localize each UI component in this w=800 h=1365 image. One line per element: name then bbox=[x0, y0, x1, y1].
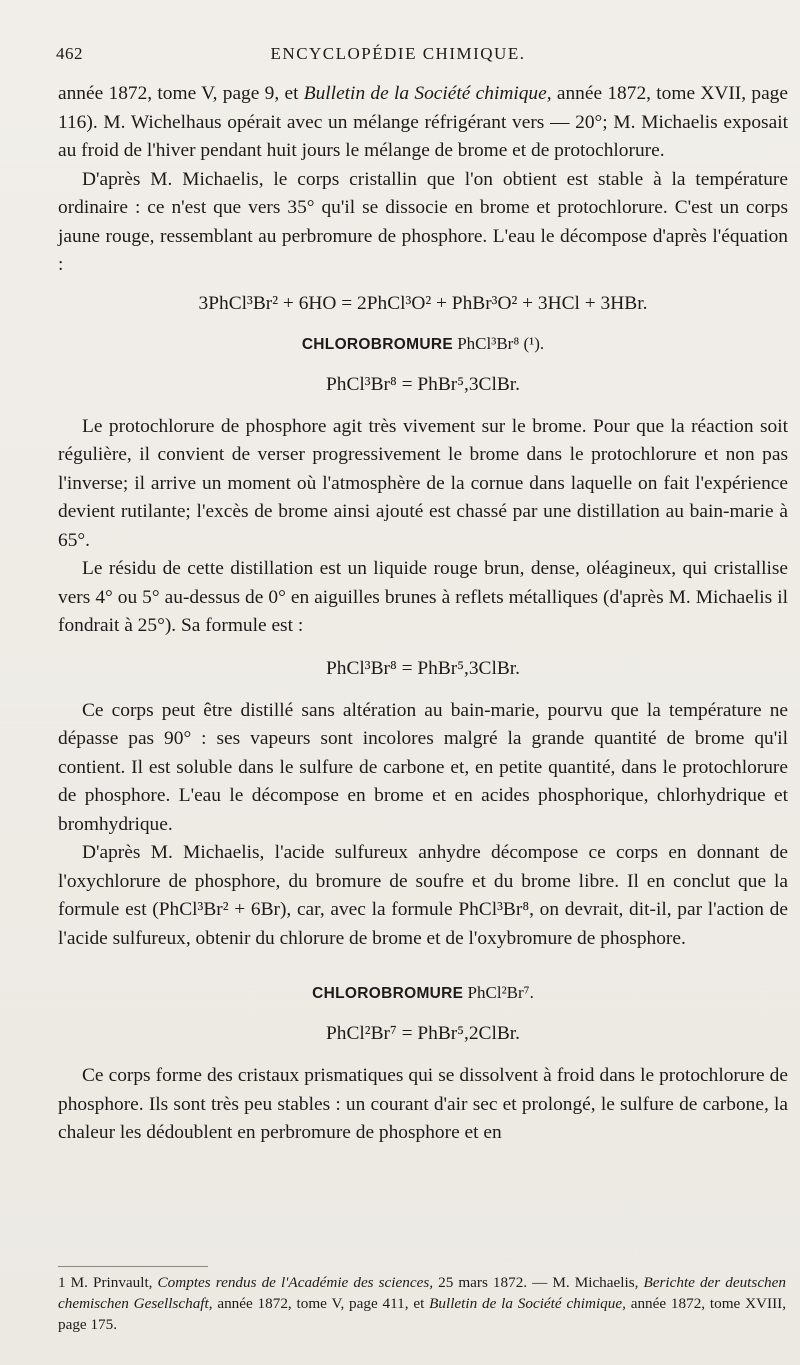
section-heading-chlorobromure-1 bbox=[58, 332, 788, 357]
running-title: ENCYCLOPÉDIE CHIMIQUE. bbox=[270, 44, 526, 63]
equation-formula-1: PhCl³Br⁸ = PhBr⁵,3ClBr. bbox=[325, 373, 521, 395]
page-header bbox=[56, 44, 740, 68]
footnote: 1 M. Prinvault, Comptes rendus de l'Académie des sciences, 25 mars 1872. — M. Michaelis, Berichte der deutschen chemischen Gesellschaft, année 1872, tome V, page 411, et Bulletin de la Société chimique, année 1872, tome XVIII, page 175. bbox=[58, 1274, 786, 1333]
heading-word: CHLOROBROMURE bbox=[312, 985, 464, 1002]
paragraph-preparation: Le protochlorure de phosphore agit très vivement sur le brome. Pour que la réaction soit régulière, il convient de verser progressivement le brome dans le protochlorure et non pas l'inverse; il arrive un moment où l'atmosphère de la cornue dans laquelle on fait l'expérience devient rutilante; l'excès de brome ainsi ajouté est chassé par une distillation au bain-marie à 65°. bbox=[58, 415, 788, 551]
paragraph-sulfurous-acid: D'après M. Michaelis, l'acide sulfureux anhydre décompose ce corps en donnant de l'oxychlorure de phosphore, du bromure de soufre et du brome libre. Il en conclut que la formule est (PhCl³Br² + 6Br), car, avec la formule PhCl³Br⁸, on devrait, dit-il, par l'action de l'acide sulfureux, obtenir du chlorure de brome et de l'oxybromure de phosphore. bbox=[58, 842, 788, 949]
paragraph-residue: Le résidu de cette distillation est un liquide rouge brun, dense, oléagineux, qui cristallise vers 4° ou 5° au-dessus de 0° en aiguilles brunes à reflets métalliques (d'après M. Michaelis il fondrait à 25°). Sa formule est : bbox=[58, 558, 788, 636]
paragraph-crystals: Ce corps forme des cristaux prismatiques qui se dissolvent à froid dans le protochlorure de phosphore. Ils sont très peu stables : un courant d'air sec et prolongé, le sulfure de carbone, la chaleur les dédoublent en perbromure de phosphore et en bbox=[58, 1065, 788, 1143]
heading-formula: PhCl³Br⁸ (¹). bbox=[452, 333, 545, 353]
footnote-source-1: Comptes rendus de l'Académie des sciences, bbox=[157, 1274, 434, 1291]
equation-formula-2: PhCl³Br⁸ = PhBr⁵,3ClBr. bbox=[325, 657, 521, 679]
equation-formula-3: PhCl²Br⁷ = PhBr⁵,2ClBr. bbox=[325, 1023, 521, 1044]
heading-word: CHLOROBROMURE bbox=[301, 335, 453, 353]
footnote-source-2: Berichte der deutschen chemischen Gesellschaft, bbox=[58, 1274, 786, 1312]
paragraph-michaelis-stability: D'après M. Michaelis, le corps cristallin que l'on obtient est stable à la température ordinaire : ce n'est que vers 35° qu'il se dissocie en brome et protochlorure. C'est un corps jaune rouge, ressemblant au perbromure de phosphore. L'eau le décompose d'après l'équation : bbox=[58, 168, 788, 275]
section-heading-chlorobromure-2 bbox=[58, 981, 788, 1006]
page-body bbox=[58, 80, 788, 1148]
footnote-source-3: Bulletin de la Société chimique, bbox=[429, 1295, 626, 1312]
footnote-number: 1 bbox=[58, 1274, 66, 1291]
equation-decomposition: 3PhCl³Br² + 6HO = 2PhCl³O² + PhBr³O² + 3HCl + 3HBr. bbox=[198, 292, 648, 314]
heading-formula: PhCl²Br⁷. bbox=[463, 983, 534, 1002]
page-number: 462 bbox=[56, 44, 83, 63]
journal-title: Bulletin de la Société chimique, bbox=[303, 83, 552, 104]
paragraph-properties: Ce corps peut être distillé sans altération au bain-marie, pourvu que la température ne dépasse pas 90° : ses vapeurs sont incolores malgré la grande quantité de brome qu'il contient. Il est soluble dans le sulfure de carbone et, en petite quantité, dans le protochlorure de phosphore. L'eau le décompose en brome et en acides phosphorique, chlorhydrique et bromhydrique. bbox=[58, 699, 788, 835]
footnote-rule bbox=[58, 1266, 208, 1267]
paragraph-continued: année 1872, tome V, page 9, et Bulletin de la Société chimique, année 1872, tome XVII, page 116). M. Wichelhaus opérait avec un mélange réfrigérant vers — 20°; M. Michaelis exposait au froid de l'hiver pendant huit jours le mélange de brome et de protochlorure. bbox=[58, 83, 788, 161]
